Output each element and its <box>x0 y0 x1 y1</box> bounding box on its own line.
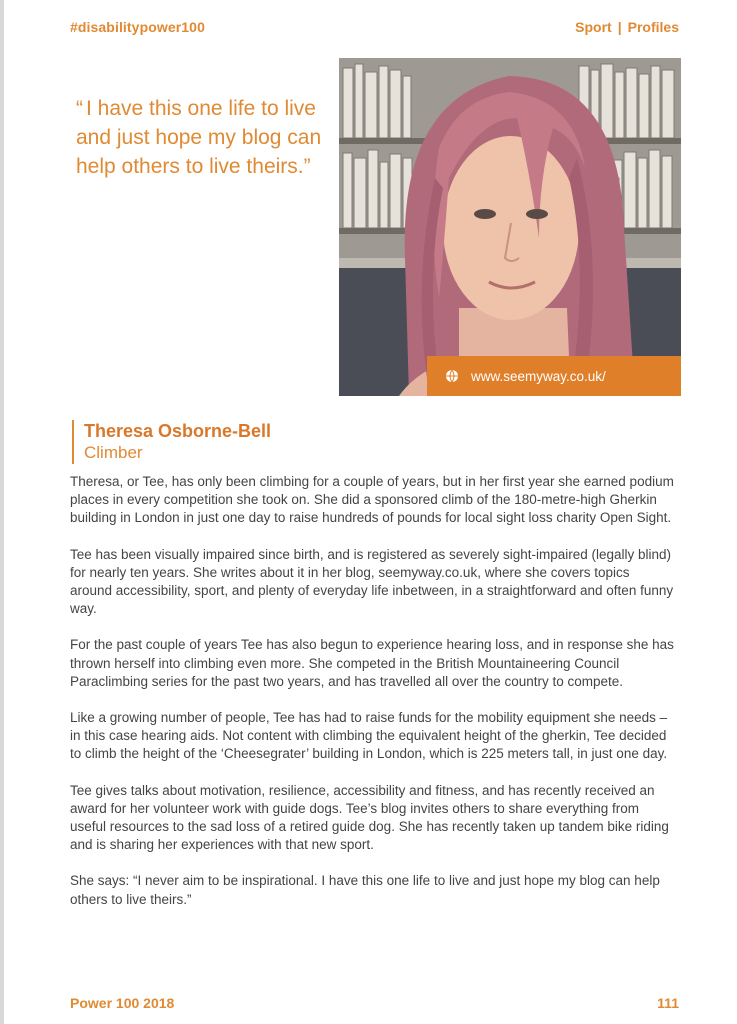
profile-photo <box>339 58 681 396</box>
page-edge <box>0 0 4 1024</box>
article-paragraph: Like a growing number of people, Tee has had to raise funds for the mobility equipment she needs – in this case hearing aids. Not content with climbing the equivalent height of the gherkin, Tee decided to climb the height of the ‘Cheesegrater’ building in London, which is 225 meters tall, in just one day. <box>70 710 668 762</box>
globe-icon <box>445 369 459 383</box>
page-number: 111 <box>657 995 679 1011</box>
subsection-label: Profiles <box>627 19 679 35</box>
pull-quote-text: I have this one life to live and just hope my blog can help others to live theirs.” <box>76 97 322 178</box>
footer-publication: Power 100 2018 <box>70 995 175 1011</box>
quote-open-mark: “ <box>76 97 83 120</box>
header-hashtag: #disabilitypower100 <box>70 19 205 35</box>
article-paragraph: For the past couple of years Tee has also begun to experience hearing loss, and in response she has thrown herself into climbing even more. She competed in the British Mountaineering Council Paraclimbing series for the past two years, and has travelled all over the country to compete. <box>70 637 674 689</box>
article-paragraph: Tee has been visually impaired since birth, and is registered as severely sight-impaired (legally blind) for nearly ten years. She writes about it in her blog, seemyway.co.uk, where she covers topics around accessibility, sport, and plenty of everyday life inbetween, in a straightforward and often funny way. <box>70 546 674 617</box>
article-paragraph: Tee gives talks about motivation, resilience, accessibility and fitness, and has recently received an award for her volunteer work with guide dogs. Tee’s blog invites others to share everything from useful resources to the sad loss of a retired guide dog. She has recently taken up tandem bike riding and is sharing her experiences with that new sport. <box>70 782 669 853</box>
header-section <box>575 19 679 35</box>
portrait-illustration <box>339 58 681 396</box>
profile-role: Climber <box>84 443 143 462</box>
profile-name: Theresa Osborne-Bell <box>84 421 272 441</box>
website-url[interactable]: www.seemyway.co.uk/ <box>471 368 606 384</box>
pull-quote <box>76 94 326 181</box>
section-label: Sport <box>575 19 612 35</box>
website-url-bar[interactable] <box>427 356 681 396</box>
section-separator: | <box>617 19 622 35</box>
profile-heading <box>72 420 271 464</box>
article-body <box>70 473 675 927</box>
article-paragraph: Theresa, or Tee, has only been climbing for a couple of years, but in her first year she earned podium places in every competition she took on. She did a sponsored climb of the 180-metre-high Gherkin building in London in just one day to raise hundreds of pounds for local sight loss charity Open Sight. <box>70 474 674 526</box>
article-paragraph: She says: “I never aim to be inspirational. I have this one life to live and just hope my blog can help others to live theirs.” <box>70 873 660 907</box>
